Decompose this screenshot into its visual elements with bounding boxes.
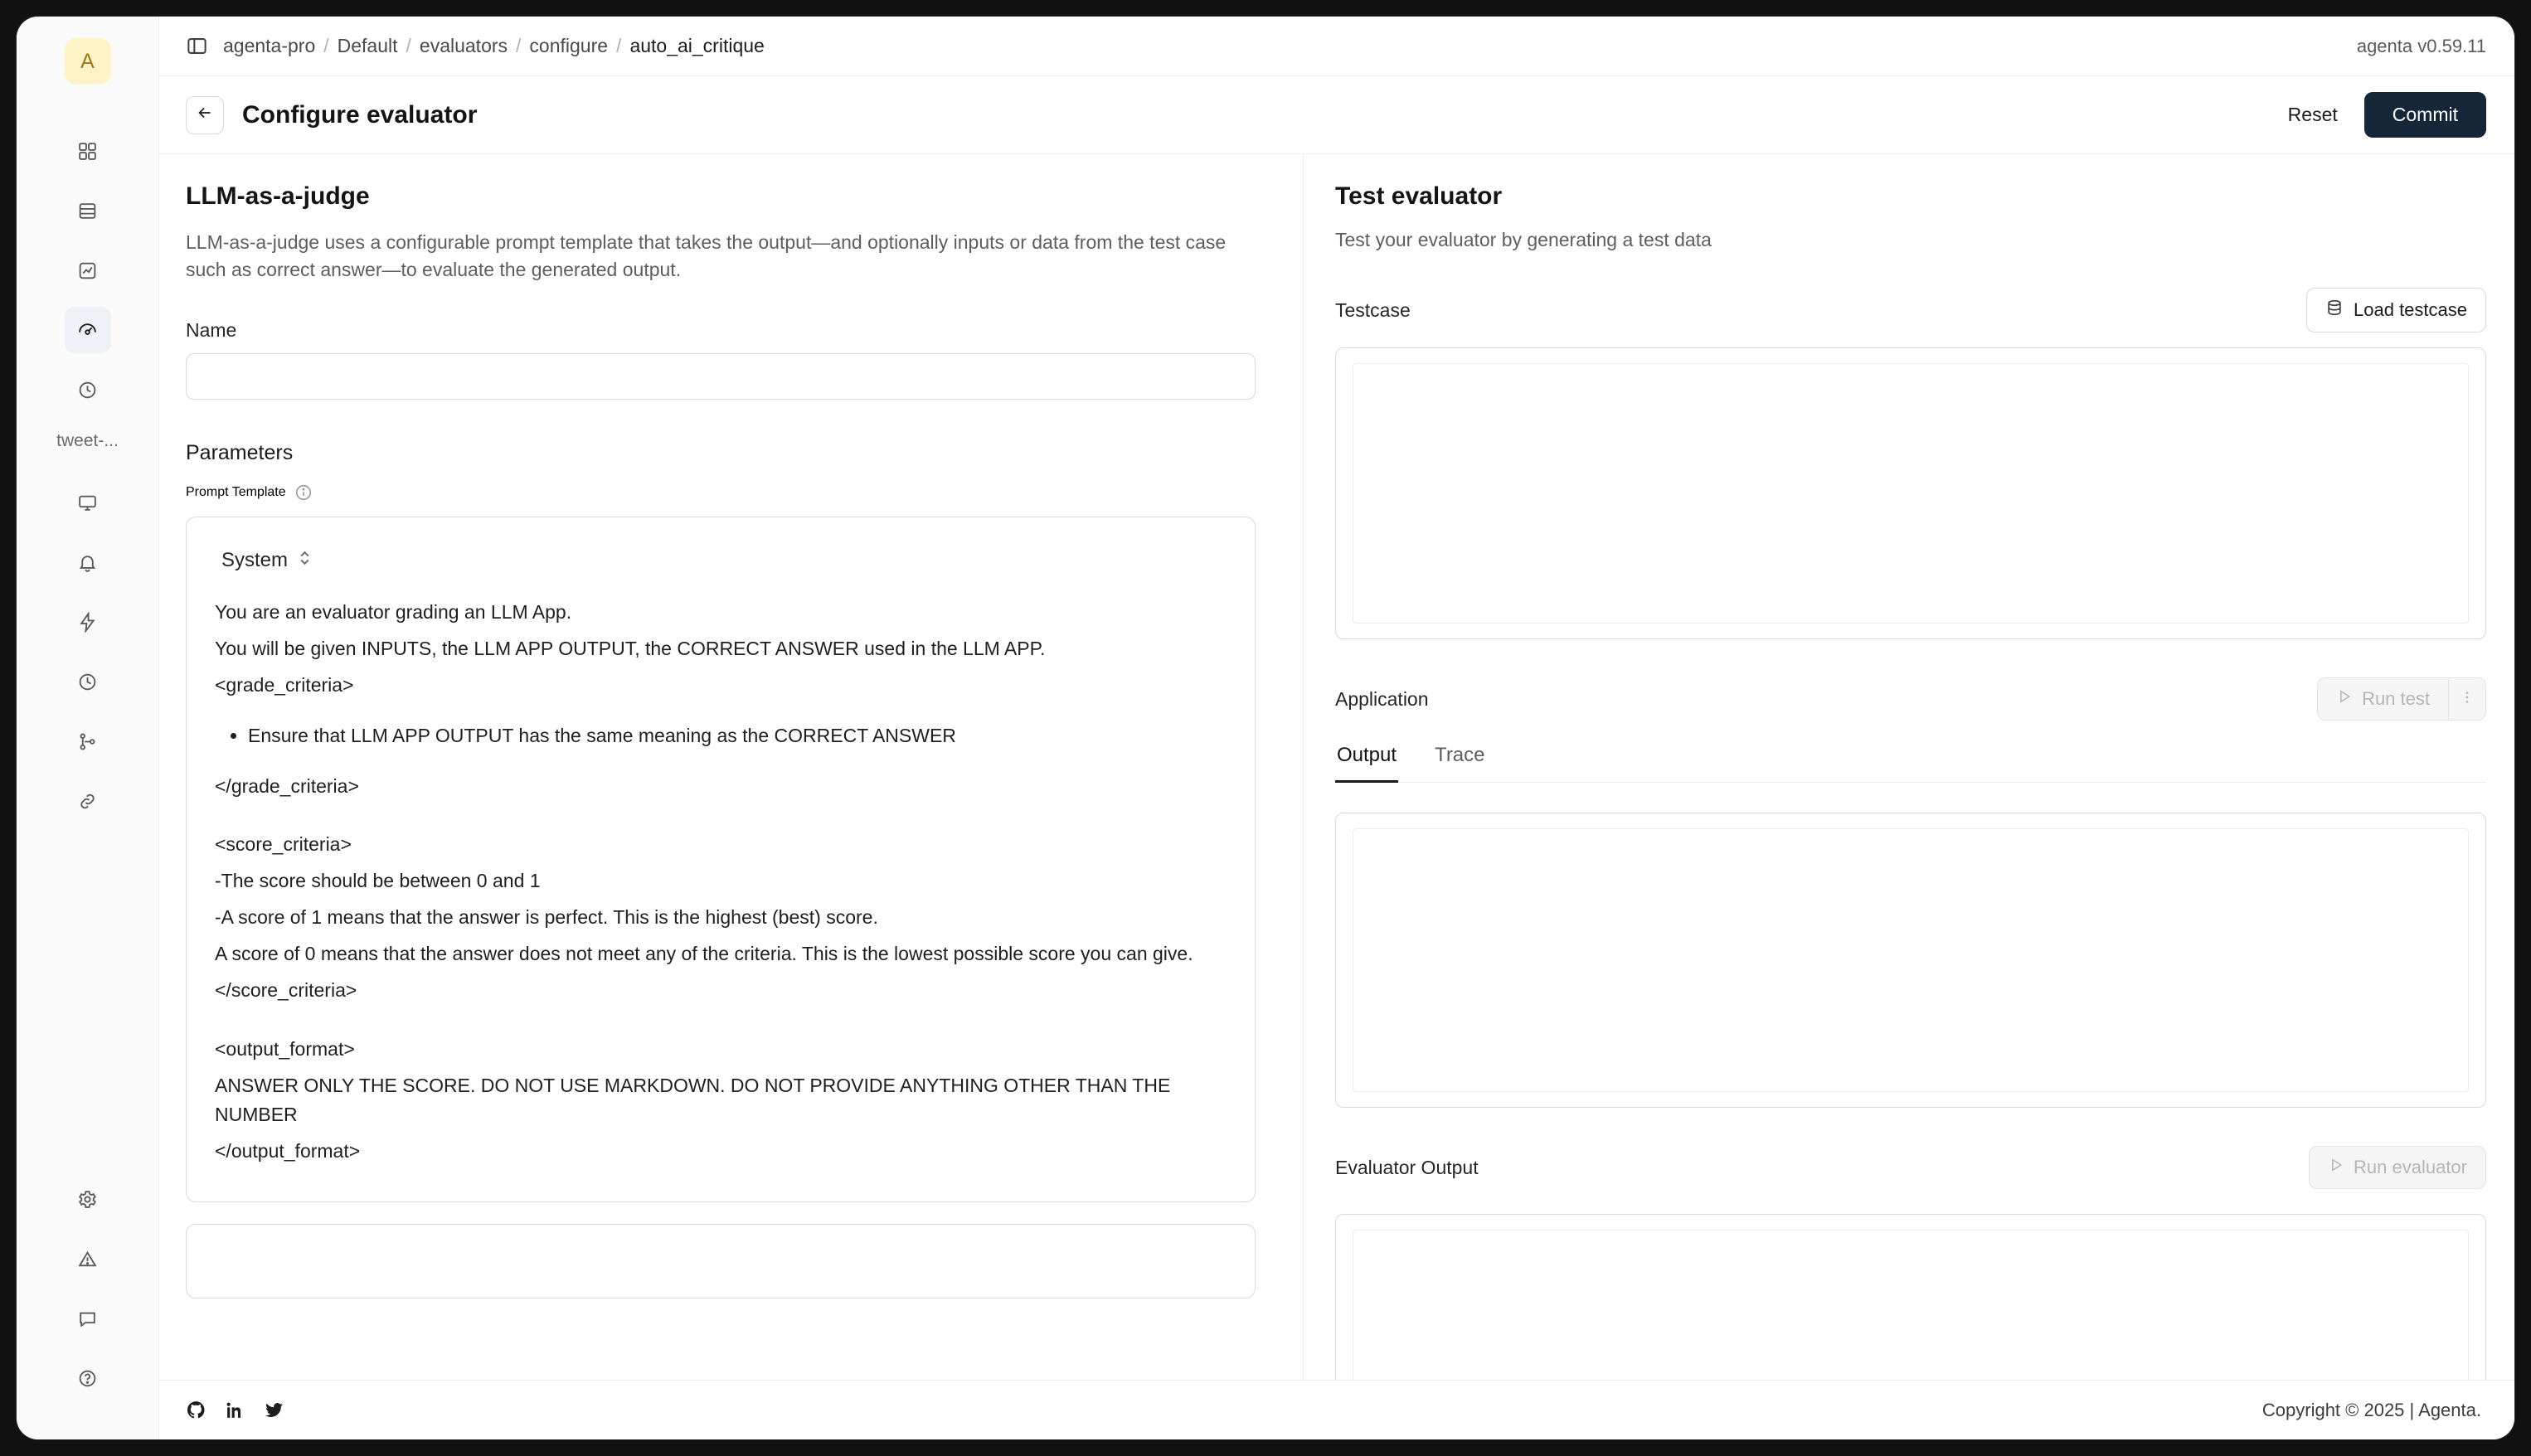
prompt-template-label: Prompt Template xyxy=(186,484,286,499)
prompt-line: </output_format> xyxy=(215,1140,361,1162)
sidebar-item-quick-actions[interactable] xyxy=(65,599,111,645)
sidebar-item-evaluators[interactable] xyxy=(65,307,111,353)
play-icon xyxy=(2328,1157,2344,1178)
sidebar-item-history[interactable] xyxy=(65,658,111,705)
breadcrumb-sep: / xyxy=(516,35,522,56)
clock-icon xyxy=(77,380,98,400)
branch-icon xyxy=(77,731,98,752)
test-evaluator-pane xyxy=(1304,154,2514,1380)
run-test-button[interactable] xyxy=(2317,677,2448,721)
content xyxy=(159,154,2514,1380)
prompt-template-label-row xyxy=(186,483,1250,502)
sidebar-item-workflows[interactable] xyxy=(65,718,111,764)
sidebar-item-warnings[interactable] xyxy=(65,1235,111,1282)
sidebar-footer xyxy=(65,1176,111,1439)
evaluator-output-header xyxy=(1335,1146,2486,1189)
sidebar-item-links[interactable] xyxy=(65,778,111,824)
bell-icon xyxy=(77,552,98,573)
topbar xyxy=(159,17,2514,76)
run-test-label: Run test xyxy=(2362,688,2430,709)
warning-icon xyxy=(77,1249,98,1269)
play-icon xyxy=(2336,688,2353,710)
breadcrumb-sep: / xyxy=(323,35,329,56)
back-button[interactable] xyxy=(186,96,224,134)
chevron-updown-icon xyxy=(298,549,312,573)
breadcrumb-item-4[interactable]: auto_ai_critique xyxy=(629,35,765,56)
load-testcase-button[interactable] xyxy=(2306,288,2486,332)
social-links xyxy=(186,1400,284,1420)
footer xyxy=(159,1380,2514,1439)
name-input[interactable] xyxy=(186,353,1256,400)
evaluators-icon xyxy=(77,320,98,341)
parameters-label: Parameters xyxy=(186,440,294,464)
sidebar xyxy=(17,17,159,1439)
workspace-label: tweet-... xyxy=(56,431,119,450)
sidebar-item-evaluations[interactable] xyxy=(65,247,111,294)
prompt-bullet-list xyxy=(215,721,1227,750)
main-area xyxy=(159,17,2514,1439)
monitor-icon xyxy=(77,493,98,513)
test-evaluator-description: Test your evaluator by generating a test data xyxy=(1335,229,1712,250)
application-header xyxy=(1335,677,2486,721)
bolt-icon xyxy=(77,612,98,633)
name-label: Name xyxy=(186,318,237,341)
application-label: Application xyxy=(1335,687,1429,710)
breadcrumb-item-0[interactable]: agenta-pro xyxy=(223,35,316,56)
breadcrumb-item-1[interactable]: Default xyxy=(337,35,398,56)
run-evaluator-label: Run evaluator xyxy=(2354,1157,2467,1177)
prompt-role-label: System xyxy=(221,549,289,572)
prompt-template-text xyxy=(210,598,1231,1166)
link-icon xyxy=(77,791,98,812)
prompt-template-editor[interactable] xyxy=(186,517,1256,1202)
prompt-line: A score of 0 means that the answer does not meet any of the criteria. This is the lowest possible score you can give. xyxy=(215,943,1193,965)
prompt-line: • Ensure that LLM APP OUTPUT has the same meaning as the CORRECT ANSWER xyxy=(248,721,1227,750)
tab-output[interactable]: Output xyxy=(1335,735,1398,782)
info-icon[interactable] xyxy=(294,483,313,502)
run-evaluator-button[interactable] xyxy=(2309,1146,2486,1189)
evaluator-output-editor[interactable] xyxy=(1335,1214,2486,1380)
load-testcase-label: Load testcase xyxy=(2354,299,2467,320)
gear-icon xyxy=(77,1189,98,1210)
sidebar-item-notifications[interactable] xyxy=(65,539,111,585)
testcase-editor[interactable] xyxy=(1335,347,2486,639)
run-test-button-group xyxy=(2317,677,2486,721)
avatar[interactable]: A xyxy=(65,38,111,85)
chart-line-icon xyxy=(77,260,98,281)
testcase-header xyxy=(1335,288,2486,332)
evaluator-title: LLM-as-a-judge xyxy=(186,182,370,210)
testcase-label: Testcase xyxy=(1335,298,1411,321)
evaluator-description: LLM-as-a-judge uses a configurable prompt template that takes the output—and optionally inputs or data from the test case such as correct answer—to evaluate the generated output. xyxy=(186,231,1227,281)
prompt-role-selector[interactable] xyxy=(221,549,312,573)
page-header xyxy=(159,76,2514,154)
sidebar-item-deployments[interactable] xyxy=(65,479,111,526)
sidebar-item-help[interactable] xyxy=(65,1355,111,1401)
prompt-template-editor-secondary[interactable] xyxy=(186,1224,1256,1298)
evaluator-config-pane xyxy=(159,154,1304,1380)
header-actions xyxy=(2283,92,2486,138)
kebab-menu-icon xyxy=(2459,689,2475,710)
help-icon xyxy=(77,1368,98,1389)
database-icon xyxy=(2325,298,2344,322)
database-icon xyxy=(77,201,98,221)
twitter-icon[interactable] xyxy=(264,1400,284,1420)
app-window xyxy=(17,17,2514,1439)
prompt-line: You are an evaluator grading an LLM App. xyxy=(215,600,572,623)
back-arrow-icon xyxy=(196,104,214,126)
output-editor-inner[interactable] xyxy=(1353,828,2469,1092)
prompt-line: </grade_criteria> xyxy=(215,774,359,797)
page-title: Configure evaluator xyxy=(242,100,478,129)
prompt-line: -A score of 1 means that the answer is perfect. This is the highest (best) score. xyxy=(215,906,878,929)
sidebar-item-settings[interactable] xyxy=(65,1176,111,1222)
reset-button[interactable]: Reset xyxy=(2283,95,2343,134)
breadcrumb xyxy=(223,35,765,57)
test-evaluator-title: Test evaluator xyxy=(1335,182,1503,210)
copyright-text: Copyright © 2025 | Agenta. xyxy=(2261,1399,2481,1420)
sidebar-item-testsets[interactable] xyxy=(65,187,111,234)
output-editor[interactable] xyxy=(1335,813,2486,1108)
prompt-line: <score_criteria> xyxy=(215,833,352,856)
chat-icon xyxy=(77,1308,98,1329)
application-tabs xyxy=(1335,735,2486,783)
sidebar-item-support-chat[interactable] xyxy=(65,1295,111,1342)
history-icon xyxy=(77,672,98,692)
evaluator-output-label: Evaluator Output xyxy=(1335,1156,1479,1178)
breadcrumb-item-2[interactable]: evaluators xyxy=(419,35,508,56)
breadcrumb-sep: / xyxy=(406,35,411,56)
breadcrumb-sep: / xyxy=(616,35,622,56)
prompt-line: -The score should be between 0 and 1 xyxy=(215,870,541,892)
prompt-line: <output_format> xyxy=(215,1038,355,1060)
tab-trace[interactable]: Trace xyxy=(1435,744,1485,766)
prompt-line: <grade_criteria> xyxy=(215,673,354,696)
grid-icon xyxy=(77,141,98,162)
sidebar-item-apps[interactable] xyxy=(65,128,111,174)
version-label: agenta v0.59.11 xyxy=(2356,35,2486,56)
testcase-editor-inner[interactable] xyxy=(1353,363,2469,624)
prompt-line: </score_criteria> xyxy=(215,979,357,1002)
github-icon[interactable] xyxy=(186,1400,206,1420)
prompt-line: ANSWER ONLY THE SCORE. DO NOT USE MARKDOWN. DO NOT PROVIDE ANYTHING OTHER THAN THE NUMBER xyxy=(215,1075,1171,1126)
linkedin-icon[interactable] xyxy=(225,1400,245,1420)
sidebar-item-observability[interactable] xyxy=(65,366,111,413)
breadcrumb-item-3[interactable]: configure xyxy=(529,35,609,56)
panel-toggle-icon[interactable] xyxy=(186,35,208,57)
run-test-more-button[interactable] xyxy=(2448,677,2486,721)
commit-button[interactable]: Commit xyxy=(2364,92,2486,138)
evaluator-output-editor-inner[interactable] xyxy=(1353,1230,2469,1380)
prompt-line: You will be given INPUTS, the LLM APP OUTPUT, the CORRECT ANSWER used in the LLM APP. xyxy=(215,637,1046,659)
